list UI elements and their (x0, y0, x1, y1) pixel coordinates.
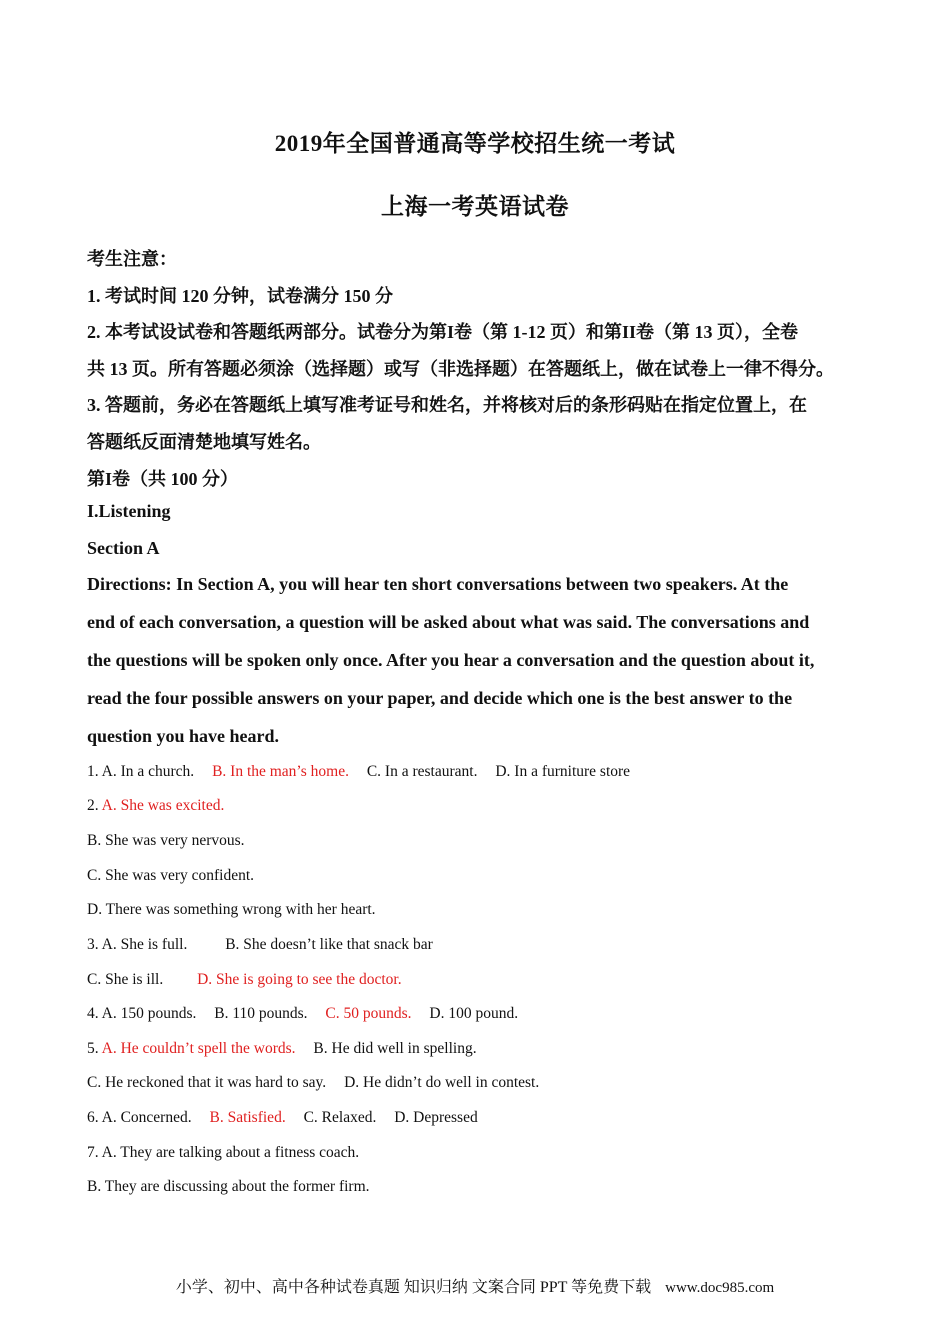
question-6 (87, 1109, 478, 1127)
q3-option-d-answer: D. She is going to see the doctor. (197, 971, 402, 988)
q5-number: 5. (87, 1040, 99, 1057)
q1-option-d: D. In a furniture store (495, 763, 631, 780)
q5-option-a-answer: A. He couldn’t spell the words. (101, 1040, 296, 1057)
q1-option-c: C. In a restaurant. (366, 763, 478, 780)
q7-option-b: B. They are discussing about the former firm. (87, 1178, 370, 1195)
question-5-cd (87, 1074, 539, 1092)
notice-item-1: 1. 考试时间 120 分钟，试卷满分 150 分 (87, 286, 393, 306)
directions-line: question you have heard. (87, 726, 280, 746)
directions-line: end of each conversation, a question will be asked about what was said. The conversations and (87, 612, 810, 632)
question-4 (87, 1005, 518, 1023)
directions-line: read the four possible answers on your paper, and decide which one is the best answer to the (87, 688, 793, 708)
question-5 (87, 1040, 477, 1058)
listening-title: I.Listening (87, 501, 171, 521)
page-footer (0, 1274, 950, 1297)
q3-option-a: 3. A. She is full. (87, 936, 188, 953)
part1-heading: 第I卷（共 100 分） (87, 469, 239, 489)
q4-option-a: 4. A. 150 pounds. (87, 1005, 197, 1022)
q7-option-a: 7. A. They are talking about a fitness coach. (87, 1144, 360, 1161)
q6-option-b-answer: B. Satisfied. (209, 1109, 286, 1126)
q3-option-b: B. She doesn’t like that snack bar (225, 936, 433, 953)
q2-option-b: B. She was very nervous. (87, 832, 245, 849)
exam-subtitle: 上海一考英语试卷 (381, 194, 569, 219)
section-a-title: Section A (87, 538, 160, 558)
q3-option-c: C. She is ill. (87, 971, 164, 988)
notice-item-2b: 共 13 页。所有答题必须涂（选择题）或写（非选择题）在答题纸上，做在试卷上一律不得分。 (87, 359, 834, 379)
question-1 (87, 763, 630, 781)
q2-option-a-answer: A. She was excited. (101, 797, 225, 814)
q2-option-d: D. There was something wrong with her heart. (87, 901, 376, 918)
q5-option-c: C. He reckoned that it was hard to say. (87, 1074, 327, 1091)
q6-option-d: D. Depressed (394, 1109, 478, 1126)
q4-option-c-answer: C. 50 pounds. (325, 1005, 412, 1022)
question-3 (87, 936, 433, 954)
q2-number: 2. (87, 797, 99, 814)
q1-option-a: 1. A. In a church. (87, 763, 195, 780)
question-2 (87, 797, 224, 815)
q2-option-c: C. She was very confident. (87, 867, 255, 884)
q1-option-b-answer: B. In the man’s home. (212, 763, 349, 780)
q6-option-c: C. Relaxed. (303, 1109, 377, 1126)
notice-heading: 考生注意： (87, 249, 177, 269)
q4-option-d: D. 100 pound. (429, 1005, 519, 1022)
exam-title: 2019年全国普通高等学校招生统一考试 (274, 131, 676, 156)
footer-text: 小学、初中、高中各种试卷真题 知识归纳 文案合同 PPT 等免费下载 (175, 1279, 652, 1296)
q6-option-a: 6. A. Concerned. (87, 1109, 192, 1126)
footer-link[interactable]: www.doc985.com (665, 1280, 775, 1296)
notice-item-3a: 3. 答题前，务必在答题纸上填写准考证号和姓名，并将核对后的条形码贴在指定位置上，在 (87, 395, 807, 415)
directions-line: the questions will be spoken only once. After you hear a conversation and the question about it, (87, 650, 815, 670)
q5-option-b: B. He did well in spelling. (313, 1040, 477, 1057)
q5-option-d: D. He didn’t do well in contest. (344, 1074, 540, 1091)
notice-item-3b: 答题纸反面清楚地填写姓名。 (87, 432, 321, 452)
directions-line: Directions: In Section A, you will hear ten short conversations between two speakers. At the (87, 574, 789, 594)
notice-item-2a: 2. 本考试设试卷和答题纸两部分。试卷分为第I卷（第 1-12 页）和第II卷（第 13 页），全卷 (87, 322, 799, 342)
q4-option-b: B. 110 pounds. (214, 1005, 308, 1022)
question-3-cd (87, 971, 402, 989)
